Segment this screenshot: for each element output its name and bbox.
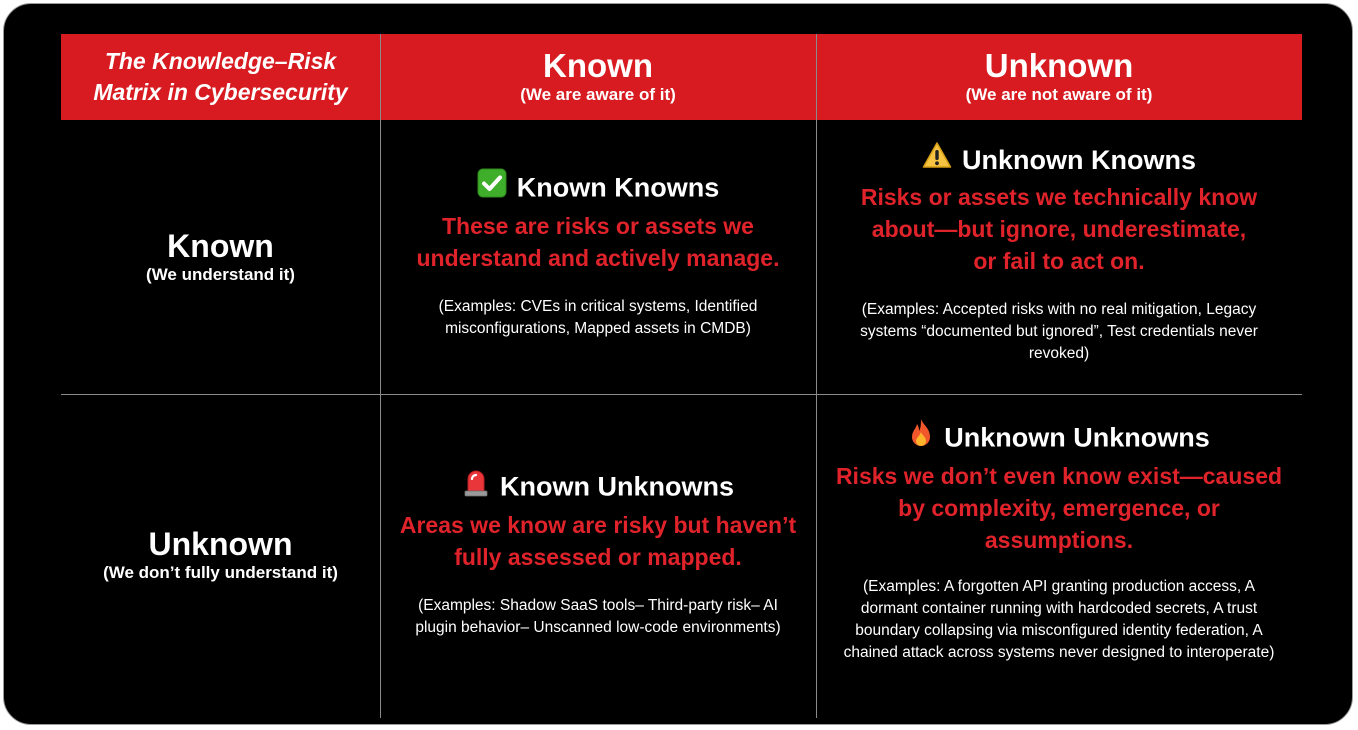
unknown-unknowns-description — [816, 460, 1302, 556]
known-unknowns-ex-line1: (Examples: Shadow SaaS tools– Third-party risk– AI — [418, 597, 778, 614]
unknown-knowns-ex-line3: revoked) — [1028, 345, 1090, 363]
unknown-knowns-title-row — [816, 144, 1302, 179]
column-known-title: Known — [543, 47, 653, 84]
known-knowns-desc-line1: These are risks or assets we — [442, 213, 754, 239]
unknown-unknowns-desc-line3: assumptions. — [984, 527, 1134, 553]
unknown-unknowns-title: Unknown Unknowns — [944, 422, 1210, 453]
unknown-knowns-ex-line1: (Examples: Accepted risks with no real mitigation, Legacy — [861, 301, 1257, 319]
row-unknown-subtitle: (We don’t fully understand it) — [103, 563, 338, 582]
unknown-knowns-desc-line3: or fail to act on. — [973, 248, 1145, 275]
known-knowns-description — [380, 210, 816, 274]
column-unknown-title: Unknown — [984, 47, 1134, 84]
unknown-unknowns-ex-line4: chained attack across systems never designed to interoperate) — [843, 644, 1275, 661]
column-header-known — [380, 34, 816, 120]
fire-icon — [908, 418, 934, 455]
unknown-knowns-ex-line2: systems “documented but ignored”, Test credentials never — [860, 323, 1258, 341]
row-unknown-title: Unknown — [148, 526, 293, 562]
matrix-frame — [3, 3, 1353, 725]
warning-icon — [922, 141, 952, 176]
known-unknowns-description — [380, 509, 816, 573]
unknown-knowns-desc-line1: Risks or assets we technically know — [860, 184, 1258, 211]
row-known-title: Known — [167, 228, 274, 264]
known-knowns-ex-line2: misconfigurations, Mapped assets in CMDB) — [445, 320, 751, 337]
quadrant-unknown-knowns — [816, 144, 1302, 365]
known-unknowns-desc-line2: fully assessed or mapped. — [454, 544, 742, 570]
matrix-title-line1: The Knowledge–Risk — [104, 48, 337, 74]
matrix-corner-header — [61, 34, 380, 120]
column-unknown-subtitle: (We are not aware of it) — [965, 85, 1153, 104]
column-header-unknown — [816, 34, 1302, 120]
known-knowns-ex-line1: (Examples: CVEs in critical systems, Identified — [438, 298, 758, 315]
known-unknowns-examples — [380, 595, 816, 639]
known-unknowns-title-row — [380, 470, 816, 507]
quadrant-unknown-unknowns — [816, 421, 1302, 664]
unknown-unknowns-ex-line1: (Examples: A forgotten API granting production access, A — [862, 578, 1256, 595]
row-header-known — [61, 228, 380, 286]
quadrant-known-knowns — [380, 171, 816, 340]
unknown-unknowns-ex-line3: boundary collapsing via misconfigured identity federation, A — [855, 622, 1263, 639]
known-knowns-examples — [380, 296, 816, 340]
unknown-unknowns-desc-line1: Risks we don’t even know exist—caused — [835, 463, 1283, 489]
known-unknowns-title: Known Unknowns — [500, 471, 734, 502]
unknown-unknowns-desc-line2: by complexity, emergence, or — [898, 495, 1220, 521]
unknown-knowns-title: Unknown Knowns — [962, 145, 1196, 175]
row-known-subtitle: (We understand it) — [146, 265, 295, 284]
siren-icon — [462, 467, 490, 504]
unknown-unknowns-title-row — [816, 421, 1302, 458]
known-unknowns-desc-line1: Areas we know are risky but haven’t — [399, 512, 797, 538]
check-mark-icon — [477, 168, 507, 205]
unknown-unknowns-ex-line2: dormant container running with hardcoded secrets, A trust — [860, 600, 1258, 617]
quadrant-known-unknowns — [380, 470, 816, 639]
known-knowns-desc-line2: understand and actively manage. — [416, 245, 780, 271]
known-unknowns-ex-line2: plugin behavior– Unscanned low-code environments) — [415, 619, 781, 636]
row-header-unknown — [61, 526, 380, 584]
column-known-subtitle: (We are aware of it) — [520, 85, 676, 104]
unknown-knowns-examples — [816, 299, 1302, 365]
grid-divider-horizontal — [61, 394, 1302, 395]
unknown-knowns-description — [816, 181, 1302, 277]
unknown-unknowns-examples — [816, 576, 1302, 664]
known-knowns-title-row — [380, 171, 816, 208]
unknown-knowns-desc-line2: about—but ignore, underestimate, — [871, 216, 1247, 243]
known-knowns-title: Known Knowns — [516, 172, 720, 203]
matrix-title-line2: Matrix in Cybersecurity — [93, 79, 348, 105]
